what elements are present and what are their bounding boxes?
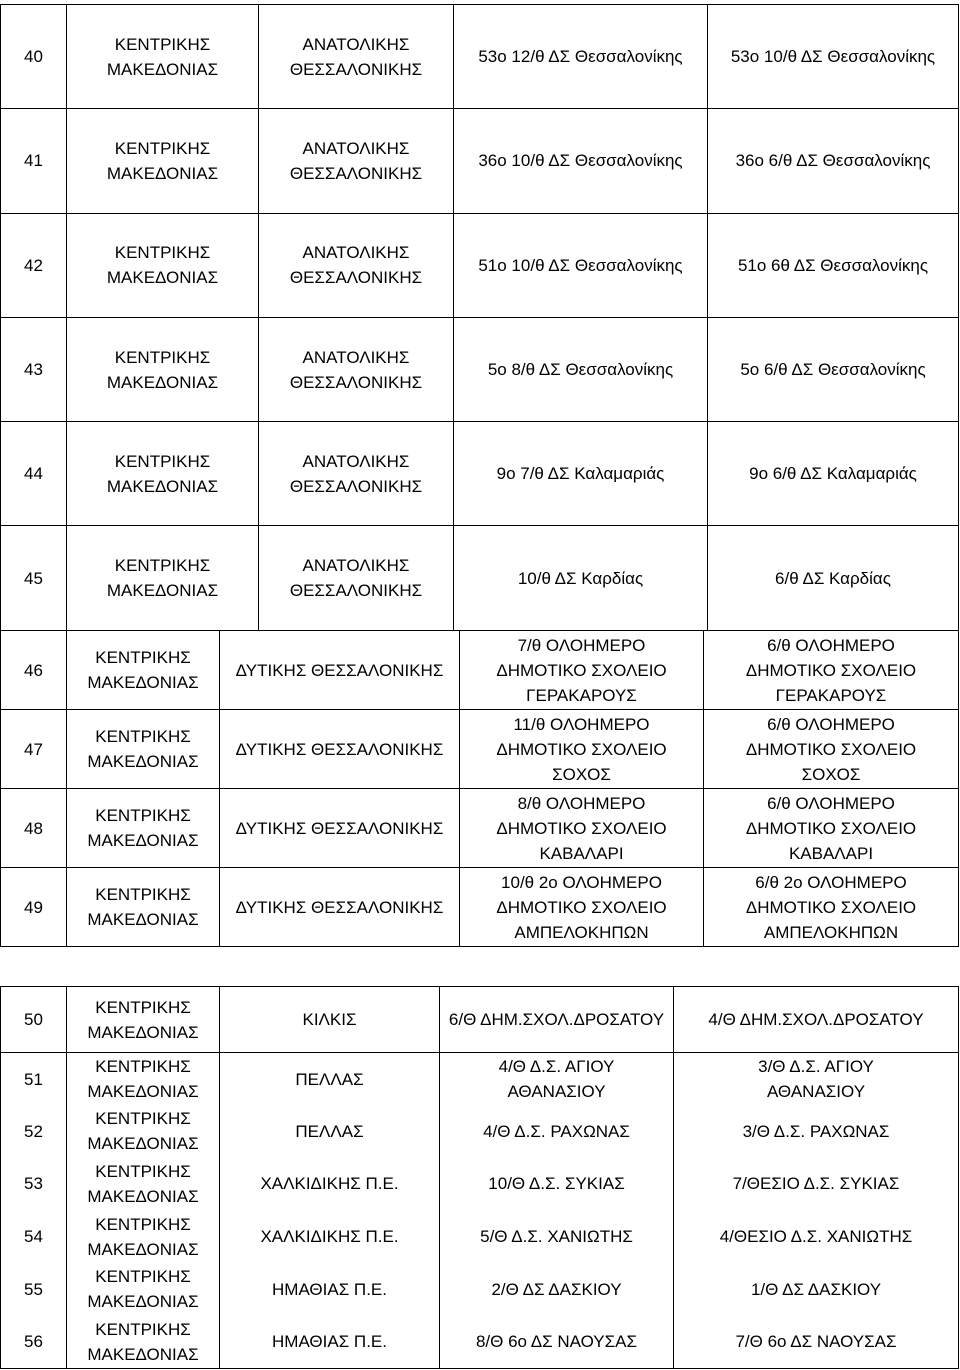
- table-row: [1, 987, 959, 1053]
- school-from-line-2: ΔΗΜΟΤΙΚΟ ΣΧΟΛΕΙΟ: [496, 818, 667, 838]
- region-line-2: ΜΑΚΕΔΟΝΙΑΣ: [87, 752, 199, 771]
- region-line-1: ΚΕΝΤΡΙΚΗΣ: [114, 34, 211, 54]
- school-from-cell: 5ο 8/θ ΔΣ Θεσσαλονίκης: [454, 317, 708, 421]
- region-cell: [67, 710, 220, 789]
- region-line-2: ΜΑΚΕΔΟΝΙΑΣ: [106, 59, 219, 79]
- school-from-line-2: ΔΗΜΟΤΙΚΟ ΣΧΟΛΕΙΟ: [496, 897, 667, 917]
- school-to-line-1: 7/Θ 6ο ΔΣ ΝΑΟΥΣΑΣ: [735, 1332, 897, 1352]
- school-from-line-2: ΔΗΜΟΤΙΚΟ ΣΧΟΛΕΙΟ: [496, 660, 667, 680]
- directorate-cell: [259, 5, 454, 109]
- transfer-table-a: [0, 4, 959, 631]
- school-from-line-1: 4/Θ Δ.Σ. ΑΓΙΟΥ: [498, 1057, 615, 1077]
- school-to-cell: 5ο 6/θ ΔΣ Θεσσαλονίκης: [708, 317, 959, 421]
- school-from-cell: [460, 868, 704, 947]
- school-from-line-2: ΔΗΜΟΤΙΚΟ ΣΧΟΛΕΙΟ: [496, 739, 667, 759]
- school-from-cell: [440, 1315, 674, 1368]
- school-from-line-3: ΑΜΠΕΛΟΚΗΠΩΝ: [514, 922, 649, 942]
- directorate-cell: [259, 422, 454, 526]
- school-from-cell: [440, 1210, 674, 1263]
- directorate-cell: [259, 526, 454, 630]
- school-to-cell: 6/θ ΔΣ Καρδίας: [708, 526, 959, 630]
- table-c-body: [1, 987, 959, 1369]
- directorate-cell: [259, 109, 454, 213]
- table-row: [1, 1210, 959, 1263]
- school-to-cell: [674, 1105, 959, 1158]
- directorate-line-2: ΘΕΣΣΑΛΟΝΙΚΗΣ: [289, 163, 423, 183]
- region-line-2: ΜΑΚΕΔΟΝΙΑΣ: [87, 1082, 199, 1102]
- row-number: 52: [1, 1105, 67, 1158]
- school-from-line-1: 7/θ ΟΛΟΗΜΕΡΟ: [517, 635, 646, 655]
- school-to-cell: [674, 1315, 959, 1368]
- school-from-cell: [440, 1263, 674, 1316]
- directorate-cell: ΗΜΑΘΙΑΣ Π.Ε.: [220, 1263, 440, 1316]
- table-a-body: [1, 5, 959, 631]
- region-line-1: ΚΕΝΤΡΙΚΗΣ: [95, 1109, 191, 1129]
- row-number: 40: [1, 5, 67, 109]
- school-to-line-1: 6/θ ΟΛΟΗΜΕΡΟ: [767, 635, 895, 655]
- school-to-cell: [704, 631, 959, 710]
- row-number: 49: [1, 868, 67, 947]
- directorate-line-2: ΘΕΣΣΑΛΟΝΙΚΗΣ: [289, 581, 423, 601]
- region-line-2: ΜΑΚΕΔΟΝΙΑΣ: [106, 581, 219, 601]
- row-number: 53: [1, 1158, 67, 1211]
- directorate-line-2: ΘΕΣΣΑΛΟΝΙΚΗΣ: [289, 372, 423, 392]
- region-line-2: ΜΑΚΕΔΟΝΙΑΣ: [87, 1022, 199, 1042]
- school-from-cell: [460, 789, 704, 868]
- region-line-2: ΜΑΚΕΔΟΝΙΑΣ: [87, 1292, 199, 1312]
- region-line-1: ΚΕΝΤΡΙΚΗΣ: [95, 1267, 191, 1287]
- directorate-cell: ΔΥΤΙΚΗΣ ΘΕΣΣΑΛΟΝΙΚΗΣ: [220, 868, 460, 947]
- row-number: 41: [1, 109, 67, 213]
- transfer-table-b: [0, 630, 959, 947]
- row-number: 46: [1, 631, 67, 710]
- school-to-line-3: ΓΕΡΑΚΑΡΟΥΣ: [775, 685, 887, 705]
- region-cell: [67, 317, 259, 421]
- region-cell: [67, 1315, 220, 1368]
- school-from-line-1: 10/θ 2ο ΟΛΟΗΜΕΡΟ: [501, 872, 662, 892]
- school-from-cell: 10/θ ΔΣ Καρδίας: [454, 526, 708, 630]
- school-from-line-1: 4/Θ Δ.Σ. ΡΑΧΩΝΑΣ: [483, 1121, 630, 1141]
- table-b-body: [1, 631, 959, 947]
- region-line-1: ΚΕΝΤΡΙΚΗΣ: [95, 997, 191, 1017]
- school-to-cell: [674, 1210, 959, 1263]
- region-line-1: ΚΕΝΤΡΙΚΗΣ: [114, 556, 211, 576]
- region-line-2: ΜΑΚΕΔΟΝΙΑΣ: [87, 1239, 199, 1259]
- school-from-cell: [440, 987, 674, 1053]
- directorate-line-2: ΘΕΣΣΑΛΟΝΙΚΗΣ: [289, 476, 423, 496]
- table-row: [1, 5, 959, 109]
- school-to-line-2: ΔΗΜΟΤΙΚΟ ΣΧΟΛΕΙΟ: [745, 739, 917, 759]
- row-number: 50: [1, 987, 67, 1053]
- school-to-cell: 51ο 6θ ΔΣ Θεσσαλονίκης: [708, 213, 959, 317]
- school-to-line-3: ΣΟΧΟΣ: [801, 764, 861, 784]
- directorate-cell: ΧΑΛΚΙΔΙΚΗΣ Π.Ε.: [220, 1210, 440, 1263]
- region-cell: [67, 1210, 220, 1263]
- directorate-cell: ΠΕΛΛΑΣ: [220, 1053, 440, 1106]
- region-line-1: ΚΕΝΤΡΙΚΗΣ: [95, 1057, 191, 1077]
- directorate-cell: ΠΕΛΛΑΣ: [220, 1105, 440, 1158]
- school-from-cell: 51ο 10/θ ΔΣ Θεσσαλονίκης: [454, 213, 708, 317]
- school-from-line-1: 10/Θ Δ.Σ. ΣΥΚΙΑΣ: [488, 1174, 625, 1194]
- school-from-cell: 53ο 12/θ ΔΣ Θεσσαλονίκης: [454, 5, 708, 109]
- region-line-2: ΜΑΚΕΔΟΝΙΑΣ: [106, 372, 219, 392]
- directorate-line-1: ΑΝΑΤΟΛΙΚΗΣ: [302, 347, 410, 367]
- region-line-1: ΚΕΝΤΡΙΚΗΣ: [95, 648, 191, 667]
- table-row: [1, 1263, 959, 1316]
- table-row: [1, 1315, 959, 1368]
- row-number: 48: [1, 789, 67, 868]
- region-line-2: ΜΑΚΕΔΟΝΙΑΣ: [87, 1134, 199, 1154]
- region-line-2: ΜΑΚΕΔΟΝΙΑΣ: [87, 1186, 199, 1206]
- row-number: 47: [1, 710, 67, 789]
- school-to-cell: [674, 1053, 959, 1106]
- row-number: 55: [1, 1263, 67, 1316]
- row-number: 51: [1, 1053, 67, 1106]
- school-from-line-1: 8/Θ 6ο ΔΣ ΝΑΟΥΣΑΣ: [475, 1332, 638, 1352]
- school-to-line-1: 3/Θ Δ.Σ. ΑΓΙΟΥ: [758, 1057, 874, 1077]
- school-to-cell: [674, 1263, 959, 1316]
- region-cell: [67, 868, 220, 947]
- school-to-line-1: 6/θ 2ο ΟΛΟΗΜΕΡΟ: [755, 872, 907, 892]
- directorate-cell: ΗΜΑΘΙΑΣ Π.Ε.: [220, 1315, 440, 1368]
- table-row: [1, 422, 959, 526]
- table-row: [1, 710, 959, 789]
- table-row: [1, 1053, 959, 1106]
- region-cell: [67, 631, 220, 710]
- region-line-1: ΚΕΝΤΡΙΚΗΣ: [114, 138, 211, 158]
- school-to-line-1: 4/Θ ΔΗΜ.ΣΧΟΛ.ΔΡΟΣΑΤΟΥ: [708, 1010, 924, 1029]
- school-to-line-2: ΔΗΜΟΤΙΚΟ ΣΧΟΛΕΙΟ: [745, 818, 917, 838]
- region-line-2: ΜΑΚΕΔΟΝΙΑΣ: [87, 831, 199, 850]
- school-to-line-1: 1/Θ ΔΣ ΔΑΣΚΙΟΥ: [750, 1279, 882, 1299]
- school-from-cell: [440, 1105, 674, 1158]
- table-row: [1, 1105, 959, 1158]
- school-from-line-2: ΑΘΑΝΑΣΙΟΥ: [507, 1082, 606, 1102]
- school-from-cell: 9ο 7/θ ΔΣ Καλαμαριάς: [454, 422, 708, 526]
- school-to-cell: [674, 987, 959, 1053]
- school-from-line-3: ΚΑΒΑΛΑΡΙ: [539, 843, 624, 863]
- school-to-cell: [674, 1158, 959, 1211]
- table-row: [1, 526, 959, 630]
- directorate-line-1: ΑΝΑΤΟΛΙΚΗΣ: [302, 138, 410, 158]
- directorate-cell: ΚΙΛΚΙΣ: [220, 987, 440, 1053]
- school-from-line-1: 6/Θ ΔΗΜ.ΣΧΟΛ.ΔΡΟΣΑΤΟΥ: [448, 1010, 665, 1029]
- school-to-cell: [704, 868, 959, 947]
- region-line-2: ΜΑΚΕΔΟΝΙΑΣ: [106, 163, 219, 183]
- school-from-cell: [460, 710, 704, 789]
- table-row: [1, 789, 959, 868]
- region-cell: [67, 1263, 220, 1316]
- region-line-1: ΚΕΝΤΡΙΚΗΣ: [114, 347, 211, 367]
- directorate-cell: ΧΑΛΚΙΔΙΚΗΣ Π.Ε.: [220, 1158, 440, 1211]
- region-line-1: ΚΕΝΤΡΙΚΗΣ: [95, 885, 191, 904]
- school-to-line-1: 6/θ ΟΛΟΗΜΕΡΟ: [767, 793, 895, 813]
- table-row: [1, 631, 959, 710]
- school-from-line-1: 8/θ ΟΛΟΗΜΕΡΟ: [517, 793, 646, 813]
- region-line-2: ΜΑΚΕΔΟΝΙΑΣ: [106, 476, 219, 496]
- school-to-cell: [704, 789, 959, 868]
- row-number: 54: [1, 1210, 67, 1263]
- directorate-cell: ΔΥΤΙΚΗΣ ΘΕΣΣΑΛΟΝΙΚΗΣ: [220, 631, 460, 710]
- school-to-cell: [704, 710, 959, 789]
- directorate-line-2: ΘΕΣΣΑΛΟΝΙΚΗΣ: [289, 268, 423, 288]
- school-from-line-1: 5/Θ Δ.Σ. ΧΑΝΙΩΤΗΣ: [480, 1227, 633, 1247]
- school-to-cell: 53ο 10/θ ΔΣ Θεσσαλονίκης: [708, 5, 959, 109]
- region-cell: [67, 422, 259, 526]
- region-line-1: ΚΕΝΤΡΙΚΗΣ: [95, 1319, 191, 1339]
- region-line-1: ΚΕΝΤΡΙΚΗΣ: [95, 727, 191, 746]
- school-to-line-1: 4/ΘΕΣΙΟ Δ.Σ. ΧΑΝΙΩΤΗΣ: [719, 1227, 913, 1247]
- directorate-line-1: ΑΝΑΤΟΛΙΚΗΣ: [302, 34, 410, 54]
- region-line-1: ΚΕΝΤΡΙΚΗΣ: [95, 1161, 191, 1181]
- region-line-2: ΜΑΚΕΔΟΝΙΑΣ: [87, 673, 199, 692]
- school-from-line-1: 2/Θ ΔΣ ΔΑΣΚΙΟΥ: [491, 1279, 622, 1299]
- school-from-line-1: 11/θ ΟΛΟΗΜΕΡΟ: [513, 714, 650, 734]
- table-row: [1, 317, 959, 421]
- row-number: 42: [1, 213, 67, 317]
- table-row: [1, 109, 959, 213]
- directorate-line-2: ΘΕΣΣΑΛΟΝΙΚΗΣ: [289, 59, 423, 79]
- region-line-1: ΚΕΝΤΡΙΚΗΣ: [114, 243, 211, 263]
- region-line-1: ΚΕΝΤΡΙΚΗΣ: [95, 806, 191, 825]
- directorate-line-1: ΑΝΑΤΟΛΙΚΗΣ: [302, 243, 410, 263]
- region-cell: [67, 526, 259, 630]
- row-number: 56: [1, 1315, 67, 1368]
- school-to-line-2: ΑΘΑΝΑΣΙΟΥ: [766, 1082, 866, 1102]
- school-from-line-3: ΣΟΧΟΣ: [552, 764, 611, 784]
- region-cell: [67, 109, 259, 213]
- school-from-cell: [440, 1053, 674, 1106]
- row-number: 44: [1, 422, 67, 526]
- school-to-cell: 9ο 6/θ ΔΣ Καλαμαριάς: [708, 422, 959, 526]
- school-to-line-2: ΔΗΜΟΤΙΚΟ ΣΧΟΛΕΙΟ: [745, 897, 917, 917]
- school-to-line-3: ΚΑΒΑΛΑΡΙ: [788, 843, 874, 863]
- region-cell: [67, 213, 259, 317]
- region-cell: [67, 5, 259, 109]
- directorate-cell: ΔΥΤΙΚΗΣ ΘΕΣΣΑΛΟΝΙΚΗΣ: [220, 789, 460, 868]
- school-from-line-3: ΓΕΡΑΚΑΡΟΥΣ: [526, 685, 637, 705]
- region-cell: [67, 789, 220, 868]
- directorate-cell: [259, 213, 454, 317]
- region-cell: [67, 1105, 220, 1158]
- school-to-line-1: 7/ΘΕΣΙΟ Δ.Σ. ΣΥΚΙΑΣ: [732, 1174, 900, 1194]
- school-to-cell: 36ο 6/θ ΔΣ Θεσσαλονίκης: [708, 109, 959, 213]
- region-line-2: ΜΑΚΕΔΟΝΙΑΣ: [87, 910, 199, 929]
- directorate-cell: [259, 317, 454, 421]
- transfer-table-c: [0, 986, 959, 1369]
- directorate-line-1: ΑΝΑΤΟΛΙΚΗΣ: [302, 451, 410, 471]
- row-number: 45: [1, 526, 67, 630]
- school-from-cell: 36ο 10/θ ΔΣ Θεσσαλονίκης: [454, 109, 708, 213]
- region-cell: [67, 1053, 220, 1106]
- region-line-2: ΜΑΚΕΔΟΝΙΑΣ: [87, 1344, 199, 1364]
- table-row: [1, 1158, 959, 1211]
- school-to-line-1: 3/Θ Δ.Σ. ΡΑΧΩΝΑΣ: [742, 1121, 890, 1141]
- region-line-1: ΚΕΝΤΡΙΚΗΣ: [114, 451, 211, 471]
- region-cell: [67, 987, 220, 1053]
- school-from-cell: [460, 631, 704, 710]
- region-line-1: ΚΕΝΤΡΙΚΗΣ: [95, 1214, 191, 1234]
- directorate-line-1: ΑΝΑΤΟΛΙΚΗΣ: [302, 556, 410, 576]
- school-from-cell: [440, 1158, 674, 1211]
- region-cell: [67, 1158, 220, 1211]
- table-row: [1, 868, 959, 947]
- table-row: [1, 213, 959, 317]
- school-to-line-2: ΔΗΜΟΤΙΚΟ ΣΧΟΛΕΙΟ: [745, 660, 917, 680]
- school-to-line-1: 6/θ ΟΛΟΗΜΕΡΟ: [767, 714, 895, 734]
- directorate-cell: ΔΥΤΙΚΗΣ ΘΕΣΣΑΛΟΝΙΚΗΣ: [220, 710, 460, 789]
- row-number: 43: [1, 317, 67, 421]
- school-to-line-3: ΑΜΠΕΛΟΚΗΠΩΝ: [763, 922, 899, 942]
- region-line-2: ΜΑΚΕΔΟΝΙΑΣ: [106, 268, 219, 288]
